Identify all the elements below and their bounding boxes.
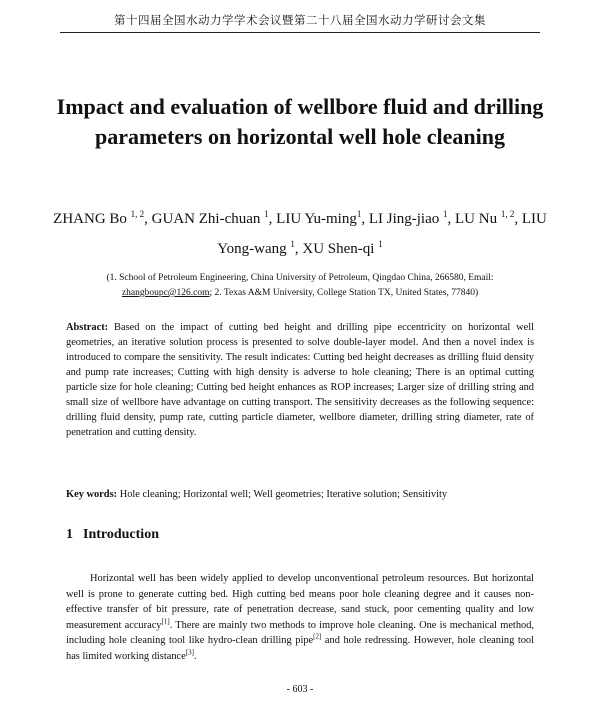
affiliation-suffix: ; 2. Texas A&M University, College Station TX, United States, 77840) xyxy=(209,288,479,298)
author: LU Nu $^{1, 2}$, xyxy=(455,209,522,227)
citation[interactable]: [2] xyxy=(313,632,322,641)
abstract-text: Based on the impact of cutting bed height and drilling pipe eccentricity on horizontal well geometries, an iterative solution process is presented to solve double-layer model. And then a novel index is introduced to compare the sensitivity. The result indicates: Cutting bed height decreases as drilling fluid density and pump rate increases; Cutting with high density is adverse to hole cleaning; There is an optimal cutting particle size for hole cleaning; Cutting bed height enhances as ROP increases; Larger size of drilling string and small size of wellbore have advantage on cutting transport. The sensitivity decreases as the following sequence: drilling fluid density, pump rate, cutting particle diameter, wellbore diameter, drilling string diameter, rate of penetration and cutting density. xyxy=(66,322,534,438)
author: LIU Yu-ming$^1$, xyxy=(276,209,369,227)
section-heading xyxy=(66,527,159,543)
keywords-label: Key words: xyxy=(66,489,118,500)
affiliation-prefix: (1. School of Petroleum Engineering, China University of Petroleum, Qingdao China, 266580, Email: xyxy=(106,273,494,283)
section-number: 1 xyxy=(66,527,73,542)
introduction-paragraph: Horizontal well has been widely applied to develop unconventional petroleum resources. But horizontal well is prone to generate cutting bed. High cutting bed means poor hole cleaning degree and it causes non-effective transfer of bit pressure, rate of penetration decrease, sand stuck, poor cementing quality and low measurement accuracy[1]. There are mainly two methods to improve hole cleaning. One is mechanical method, including hole cleaning tool like hydro-clean drilling pipe[2] and hole redressing. However, hole cleaning tool has limited working distance[3]. xyxy=(66,573,534,662)
keywords xyxy=(66,487,534,502)
author: GUAN Zhi-chuan $^1$, xyxy=(151,209,277,227)
affiliations xyxy=(68,271,532,301)
email-link[interactable]: zhangboupc@126.com xyxy=(121,288,210,298)
page-number: - 603 - xyxy=(286,684,314,695)
paper-title: Impact and evaluation of wellbore fluid and drilling parameters on horizontal well hole cleaning xyxy=(56,94,544,149)
author: ZHANG Bo $^{1, 2}$, xyxy=(53,209,152,227)
keywords-text: Hole cleaning; Horizontal well; Well geometries; Iterative solution; Sensitivity xyxy=(119,489,448,500)
abstract-label: Abstract: xyxy=(66,322,109,333)
author: LIU Yong-wang $^1$, xyxy=(217,211,547,257)
author-list xyxy=(50,204,550,264)
author: XU Shen-qi $^1$ xyxy=(302,239,383,257)
citation[interactable]: [3] xyxy=(185,648,194,657)
running-header: 第十四届全国水动力学学术会议暨第二十八届全国水动力学研讨会文集 xyxy=(60,12,540,33)
citation[interactable]: [1] xyxy=(161,617,170,626)
abstract xyxy=(66,320,534,440)
section-title: Introduction xyxy=(83,527,159,542)
author: LI Jing-jiao $^1$, xyxy=(368,209,455,227)
